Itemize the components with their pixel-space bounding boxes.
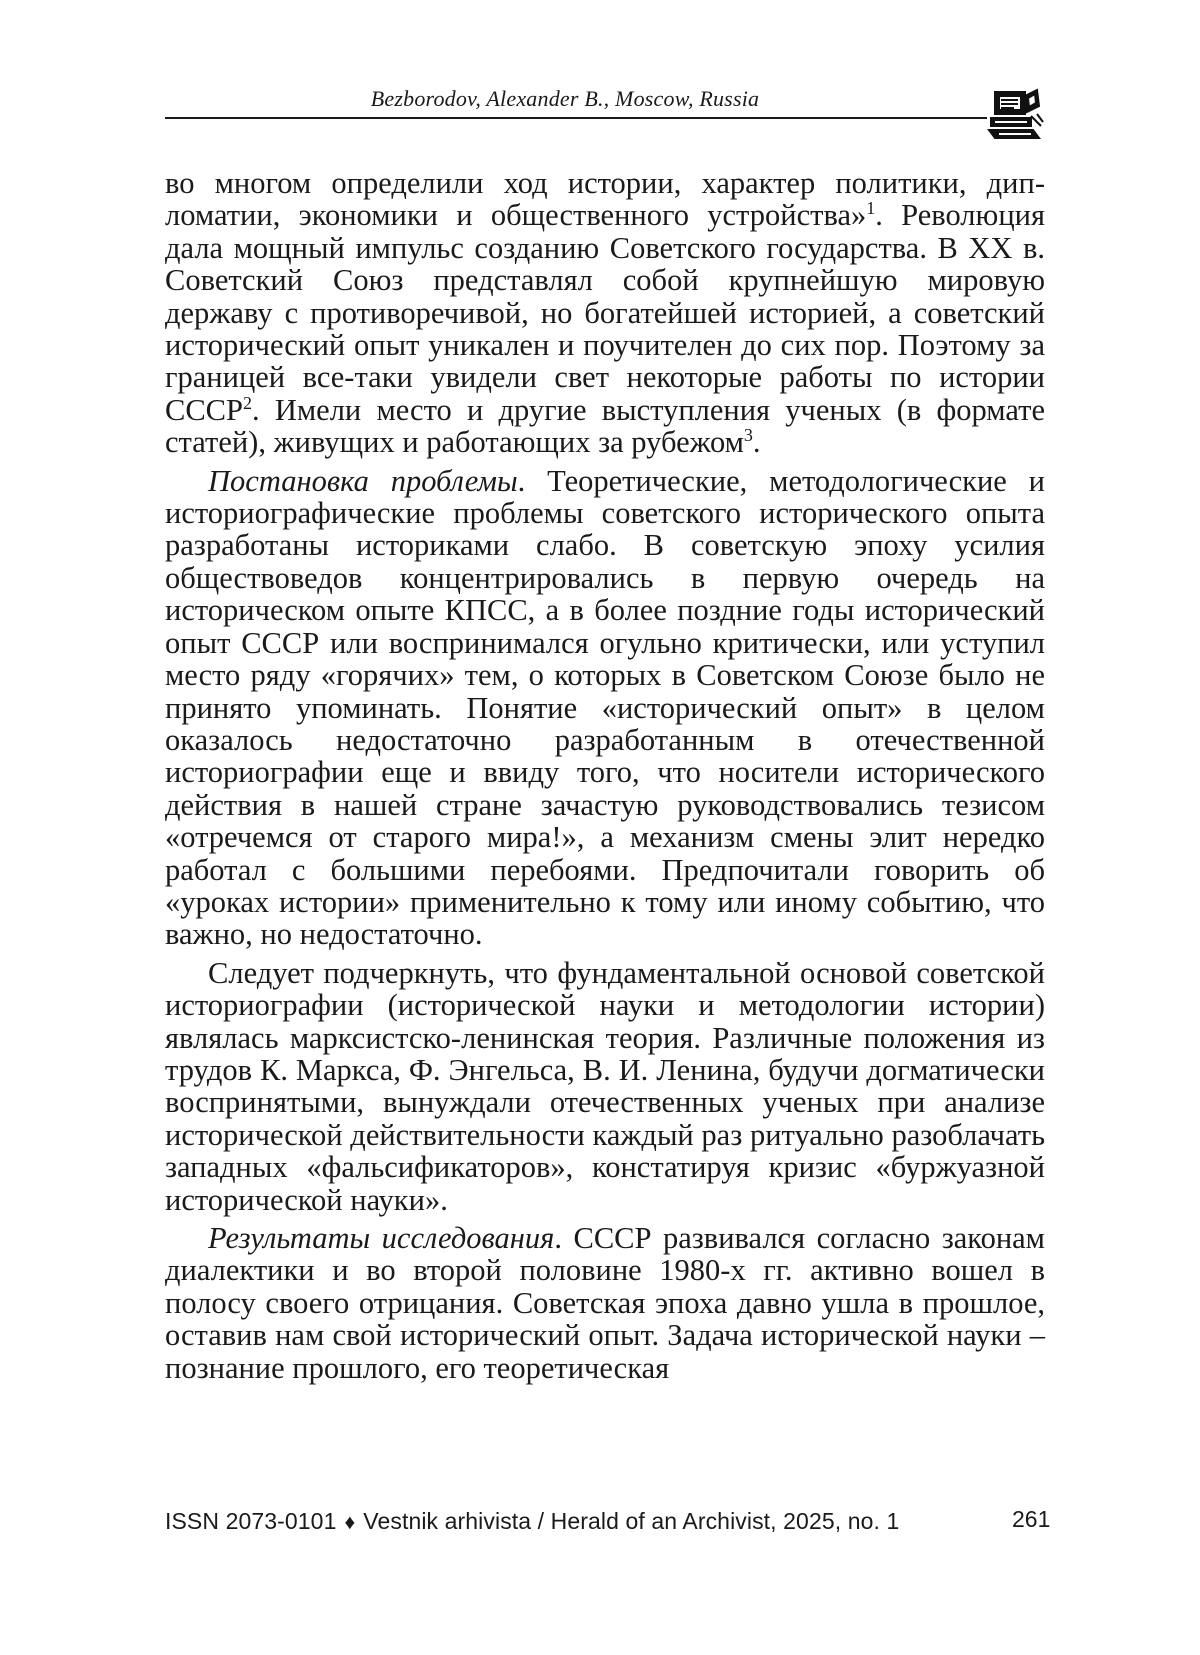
archive-computer-logo-icon (987, 86, 1045, 144)
footnote-ref-3: 3 (743, 425, 753, 446)
footer-issn: ISSN 2073-0101 (165, 1508, 337, 1534)
section-heading-results: Результаты исследования (208, 1221, 555, 1255)
footer-diamond-separator: ♦ (344, 1511, 356, 1534)
paragraph-problem-statement (165, 465, 1045, 951)
running-header-author: Bezborodov, Alexander B., Moscow, Russia (370, 86, 760, 111)
running-footer (165, 1508, 899, 1535)
article-body (165, 167, 1045, 1384)
paragraph-1-text-c: . Имели место и другие выступления ученых (в формате статей), живущих и работающих за рубежом (165, 392, 1045, 460)
paragraph-1-text-d: . (752, 425, 761, 460)
paragraph-historiography (165, 957, 1045, 1216)
footnote-ref-1: 1 (866, 198, 876, 219)
footnote-ref-2: 2 (243, 392, 252, 413)
page-number: 261 (1012, 1506, 1051, 1532)
paragraph-1-text-a: во многом определили ход истории, характер политики, дипломатии, экономики и общественного устройства» (165, 166, 1045, 233)
paragraph-1-text-b: . Революция дала мощный импульс созданию Советского государства. В XX в. Советский Союз представлял собой крупнейшую мировую державу с противоречивой, но богатейшей историей, а советский исторический опыт уникален и поучителен до сих пор. Поэтому за границей все-таки увидели свет некоторые работы по истории СССР (165, 198, 1045, 427)
paragraph-problem-text: . Теоретические, методологические и историографические проблемы советского исторического опыта разработаны историками слабо. В советскую эпоху усилия обществоведов концентрировались в первую очередь на историческом опыте КПСС, а в более поздние годы исторический опыт СССР или воспринимался огульно критически, или уступил место ряду «горячих» тем, о которых в Советском Союзе было не принято упоминать. Понятие «исторический опыт» в целом оказалось недостаточно разработанным в отечественной историографии еще и ввиду того, что носители исторического действия в нашей стране зачастую руководствовались тезисом «отречемся от старого мира!», а механизм смены элит нередко работал с большими перебоями. Предпочитали говорить об «уроках истории» применительно к тому или иному событию, что важно, но недостаточно. (165, 463, 1045, 952)
paragraph-1 (165, 167, 1045, 459)
paragraph-results (165, 1222, 1045, 1384)
paragraph-historiography-text: Следует подчеркнуть, что фундаментальной основой советской историографии (исторической науки и методологии истории) являлась марксистско-ленинская теория. Различные положения из трудов К. Маркса, Ф. Энгельса, В. И. Ленина, будучи догматически воспринятыми, вынуждали отечественных ученых при анализе исторической действительности каждый раз ритуально разоблачать западных «фальсификаторов», констатируя кризис «буржуазной исторической науки». (165, 955, 1045, 1217)
section-heading-problem: Постановка проблемы (208, 463, 518, 498)
header-divider (165, 117, 987, 119)
footer-journal: Vestnik arhivista / Herald of an Archivist, 2025, no. 1 (363, 1508, 900, 1534)
paragraph-results-text: . СССР развивался согласно законам диалектики и во второй половине 1980-х гг. активно вошел в полосу своего отрицания. Советская эпоха давно ушла в прошлое, оставив нам свой исторический опыт. Задача исторической науки – познание прошлого, его теоретическая (165, 1221, 1045, 1385)
